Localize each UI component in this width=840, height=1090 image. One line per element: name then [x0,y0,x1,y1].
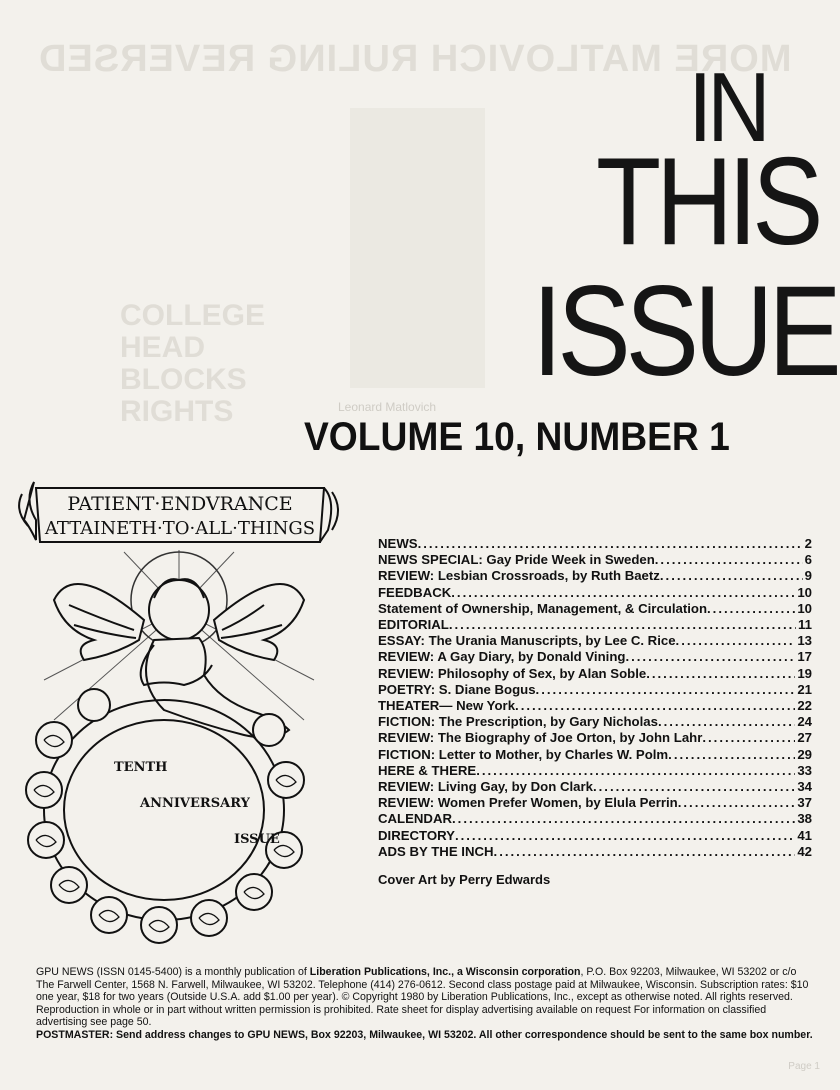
toc-leader-dots [676,633,796,649]
toc-entry-page: 41 [797,827,812,843]
toc-entry-page: 13 [797,633,812,649]
toc-entry-page: 11 [798,617,812,633]
masthead-publisher: Liberation Publications, Inc., a Wisconsin corporation [309,966,581,978]
toc-entry-title: FEEDBACK [378,584,452,600]
anniversary-artwork [14,480,344,950]
toc-entry-page: 9 [804,568,812,584]
toc-entry-title: REVIEW: Women Prefer Women, by Elula Perrin [378,795,678,811]
toc-entry-page: 19 [797,665,812,681]
masthead-statement [36,966,816,1042]
toc-entry-title: Statement of Ownership, Management, & Circulation [378,600,707,616]
toc-entry [378,666,812,682]
toc-entry-page: 10 [797,584,812,600]
volume-number: VOLUME 10, NUMBER 1 [304,415,730,459]
toc-leader-dots [658,714,795,730]
banner-motto-line2: ATTAINETH·TO·ALL·THINGS [44,518,316,539]
toc-leader-dots [707,601,795,617]
art-label-anniversary: ANNIVERSARY [140,796,250,811]
toc-entry-page: 37 [797,795,812,811]
masthead-intro: GPU NEWS (ISSN 0145-5400) is a monthly publication of [36,966,310,978]
toc-leader-dots [536,682,796,698]
toc-entry [378,844,812,860]
toc-entry [378,585,812,601]
art-label-tenth: TENTH [114,760,168,775]
toc-leader-dots [702,730,795,746]
toc-entry [378,536,812,552]
toc-entry-page: 38 [797,811,812,827]
toc-leader-dots [515,698,795,714]
toc-leader-dots [655,552,803,568]
toc-entry-title: FICTION: The Prescription, by Gary Nicholas [378,714,658,730]
toc-leader-dots [625,649,795,665]
toc-entry-title: POETRY: S. Diane Bogus [378,681,536,697]
toc-entry [378,617,812,633]
bleed-through-caption: Leonard Matlovich [338,400,437,414]
toc-entry [378,568,812,584]
toc-entry-title: FICTION: Letter to Mother, by Charles W. Polm [378,746,669,762]
toc-entry-title: DIRECTORY [378,827,455,843]
toc-leader-dots [593,779,795,795]
toc-entry [378,730,812,746]
toc-entry [378,649,812,665]
toc-entry-title: REVIEW: The Biography of Joe Orton, by John Lahr [378,730,703,746]
toc-entry-page: 10 [797,600,812,616]
toc-entry [378,682,812,698]
toc-entry [378,601,812,617]
toc-leader-dots [668,747,795,763]
cherub-wreath-illustration [14,480,344,950]
title-line-in: IN [688,52,766,162]
title-line-issue: ISSUE [532,260,837,403]
bleed-through-subhead: COLLEGE HEAD BLOCKS RIGHTS [120,299,266,428]
toc-entry [378,828,812,844]
toc-entry-title: CALENDAR [378,811,452,827]
toc-entry [378,633,812,649]
toc-entry-title: NEWS [378,536,418,551]
toc-entry-title: REVIEW: A Gay Diary, by Donald Vining [378,649,626,665]
toc-entry [378,552,812,568]
toc-leader-dots [646,666,795,682]
toc-entry [378,714,812,730]
toc-leader-dots [449,617,796,633]
banner-motto-line1: PATIENT·ENDVRANCE [67,493,293,515]
toc-leader-dots [494,844,796,860]
toc-entry [378,779,812,795]
toc-entry-page: 34 [797,779,812,795]
toc-entry-page: 6 [804,552,812,568]
toc-entry-title: REVIEW: Lesbian Crossroads, by Ruth Baetz [378,568,660,584]
toc-leader-dots [451,585,795,601]
toc-entry-page: 33 [797,762,812,778]
toc-entry-page: 24 [797,714,812,730]
rose-wreath [26,689,304,943]
toc-leader-dots [452,811,795,827]
toc-entry-page: 27 [797,730,812,746]
toc-entry [378,747,812,763]
toc-entry [378,698,812,714]
toc-entry-title: REVIEW: Living Gay, by Don Clark [378,779,593,795]
toc-entry-page: 42 [797,843,812,859]
toc-leader-dots [455,828,795,844]
toc-entry [378,811,812,827]
toc-leader-dots [678,795,796,811]
title-line-this: THIS [596,133,819,271]
toc-entry-page: 22 [797,698,812,714]
toc-entry-page: 17 [797,649,812,665]
cover-art-credit: Cover Art by Perry Edwards [378,872,551,887]
bleed-through-page-ref: Page 1 [788,1061,820,1072]
toc-entry [378,795,812,811]
toc-entry-title: ESSAY: The Urania Manuscripts, by Lee C. Rice [378,633,676,649]
table-of-contents [378,536,812,860]
toc-entry-title: HERE & THERE [378,762,477,778]
toc-leader-dots [476,763,795,779]
toc-entry-title: REVIEW: Philosophy of Sex, by Alan Soble [378,665,647,681]
toc-entry-title: NEWS SPECIAL: Gay Pride Week in Sweden [378,552,655,568]
postmaster-notice: POSTMASTER: Send address changes to GPU NEWS, Box 92203, Milwaukee, WI 53202. All other correspondence should be sent to the same box number. [36,1028,813,1041]
toc-entry-page: 29 [797,746,812,762]
toc-entry-page: 2 [804,536,812,551]
toc-entry-title: ADS BY THE INCH [378,843,494,859]
toc-entry-page: 21 [797,681,812,697]
toc-entry [378,763,812,779]
bleed-through-headline: MORE MATLOVICH RULING REVERSED [38,38,792,80]
art-label-issue: ISSUE [234,832,280,847]
toc-entry-title: THEATER— New York [378,698,516,714]
toc-leader-dots [660,568,803,584]
masthead-details: , P.O. Box 92203, Milwaukee, WI 53202 or c/o The Farwell Center, 1568 N. Farwell, Milwaukee, WI 53202. Telephone (414) 276-0612. Second class postage paid at Milwaukee, Wisconsin. Subscription rates: $10 one year, $18 for two years (Outside U.S.A. add $1.00 per year). © Copyright 1980 by Liberation Publications, Inc., except as otherwise noted. All rights reserved. Reproduction in whole or in part without written permission is prohibited. Rate sheet for display advertising available on request For information on classified advertising see page 50. [36,966,809,1029]
toc-leader-dots [418,536,803,552]
toc-entry-title: EDITORIAL [378,617,449,633]
bleed-through-photo [350,108,485,388]
